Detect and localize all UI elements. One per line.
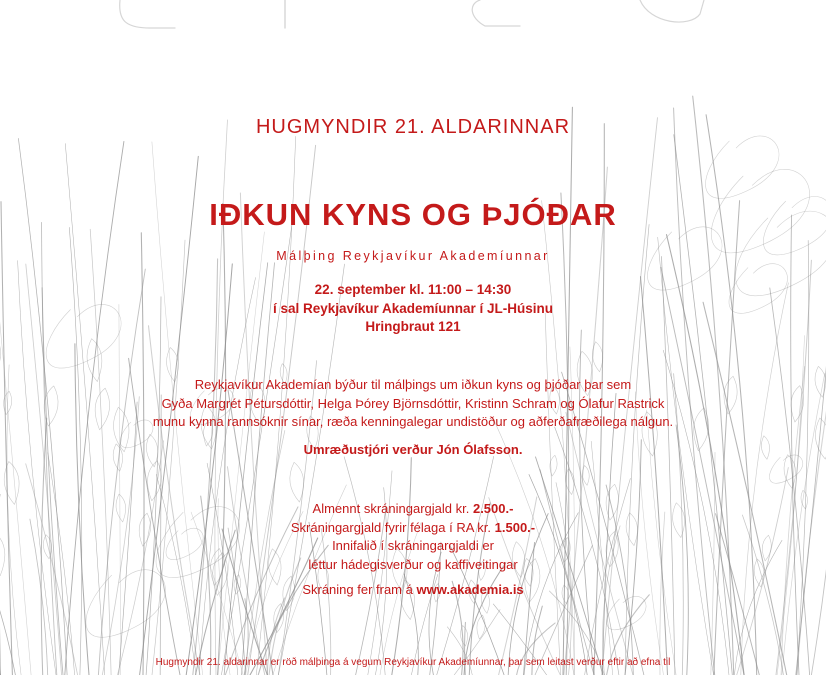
member-fee	[0, 519, 826, 538]
event-description	[0, 376, 826, 432]
description-line: Reykjavíkur Akademían býður til málþings um iðkun kyns og þjóðar þar sem	[194, 377, 632, 392]
registration-line	[0, 581, 826, 600]
description-line: munu kynna rannsóknir sínar, ræða kenningalegar undistöður og aðferðafræðilega nálgun.	[152, 414, 674, 429]
registration-label: Skráning fer fram á	[302, 582, 413, 597]
general-fee-amount: 2.500.-	[472, 501, 514, 516]
event-details	[0, 281, 826, 337]
series-heading: HUGMYNDIR 21. ALDARINNAR	[255, 116, 571, 138]
member-fee-label: Skráningargjald fyrir félaga í RA kr.	[290, 519, 492, 535]
general-fee-label: Almennt skráningargjald kr.	[312, 501, 470, 516]
footer-note: Hugmyndir 21. aldarinnar er röð málþinga á vegum Reykjavíkur Akademíunnar, þar sem leitast verður eftir að efna til	[155, 657, 671, 668]
included-line: Innifalið í skráningargjaldi er	[332, 538, 494, 553]
moderator-line: Umræðustjóri verður Jón Ólafsson.	[303, 442, 523, 457]
registration-link[interactable]: www.akademia.is	[416, 582, 524, 597]
general-fee	[0, 500, 826, 519]
event-date-time: 22. september kl. 11:00 – 14:30	[314, 282, 512, 297]
member-fee-amount: 1.500.-	[494, 519, 536, 535]
event-venue: í sal Reykjavíkur Akademíunnar í JL-Húsinu	[272, 300, 554, 316]
included-line: léttur hádegisverður og kaffiveitingar	[308, 556, 518, 572]
event-subtitle: Málþing Reykjavíkur Akademíunnar	[276, 249, 550, 263]
description-line: Gyða Margrét Pétursdóttir, Helga Þórey Björnsdóttir, Kristinn Schram og Ólafur Rastrick	[161, 395, 665, 411]
event-address: Hringbraut 121	[365, 319, 461, 334]
page-title: IÐKUN KYNS OG ÞJÓÐAR	[209, 197, 617, 232]
fees-block	[0, 500, 826, 574]
